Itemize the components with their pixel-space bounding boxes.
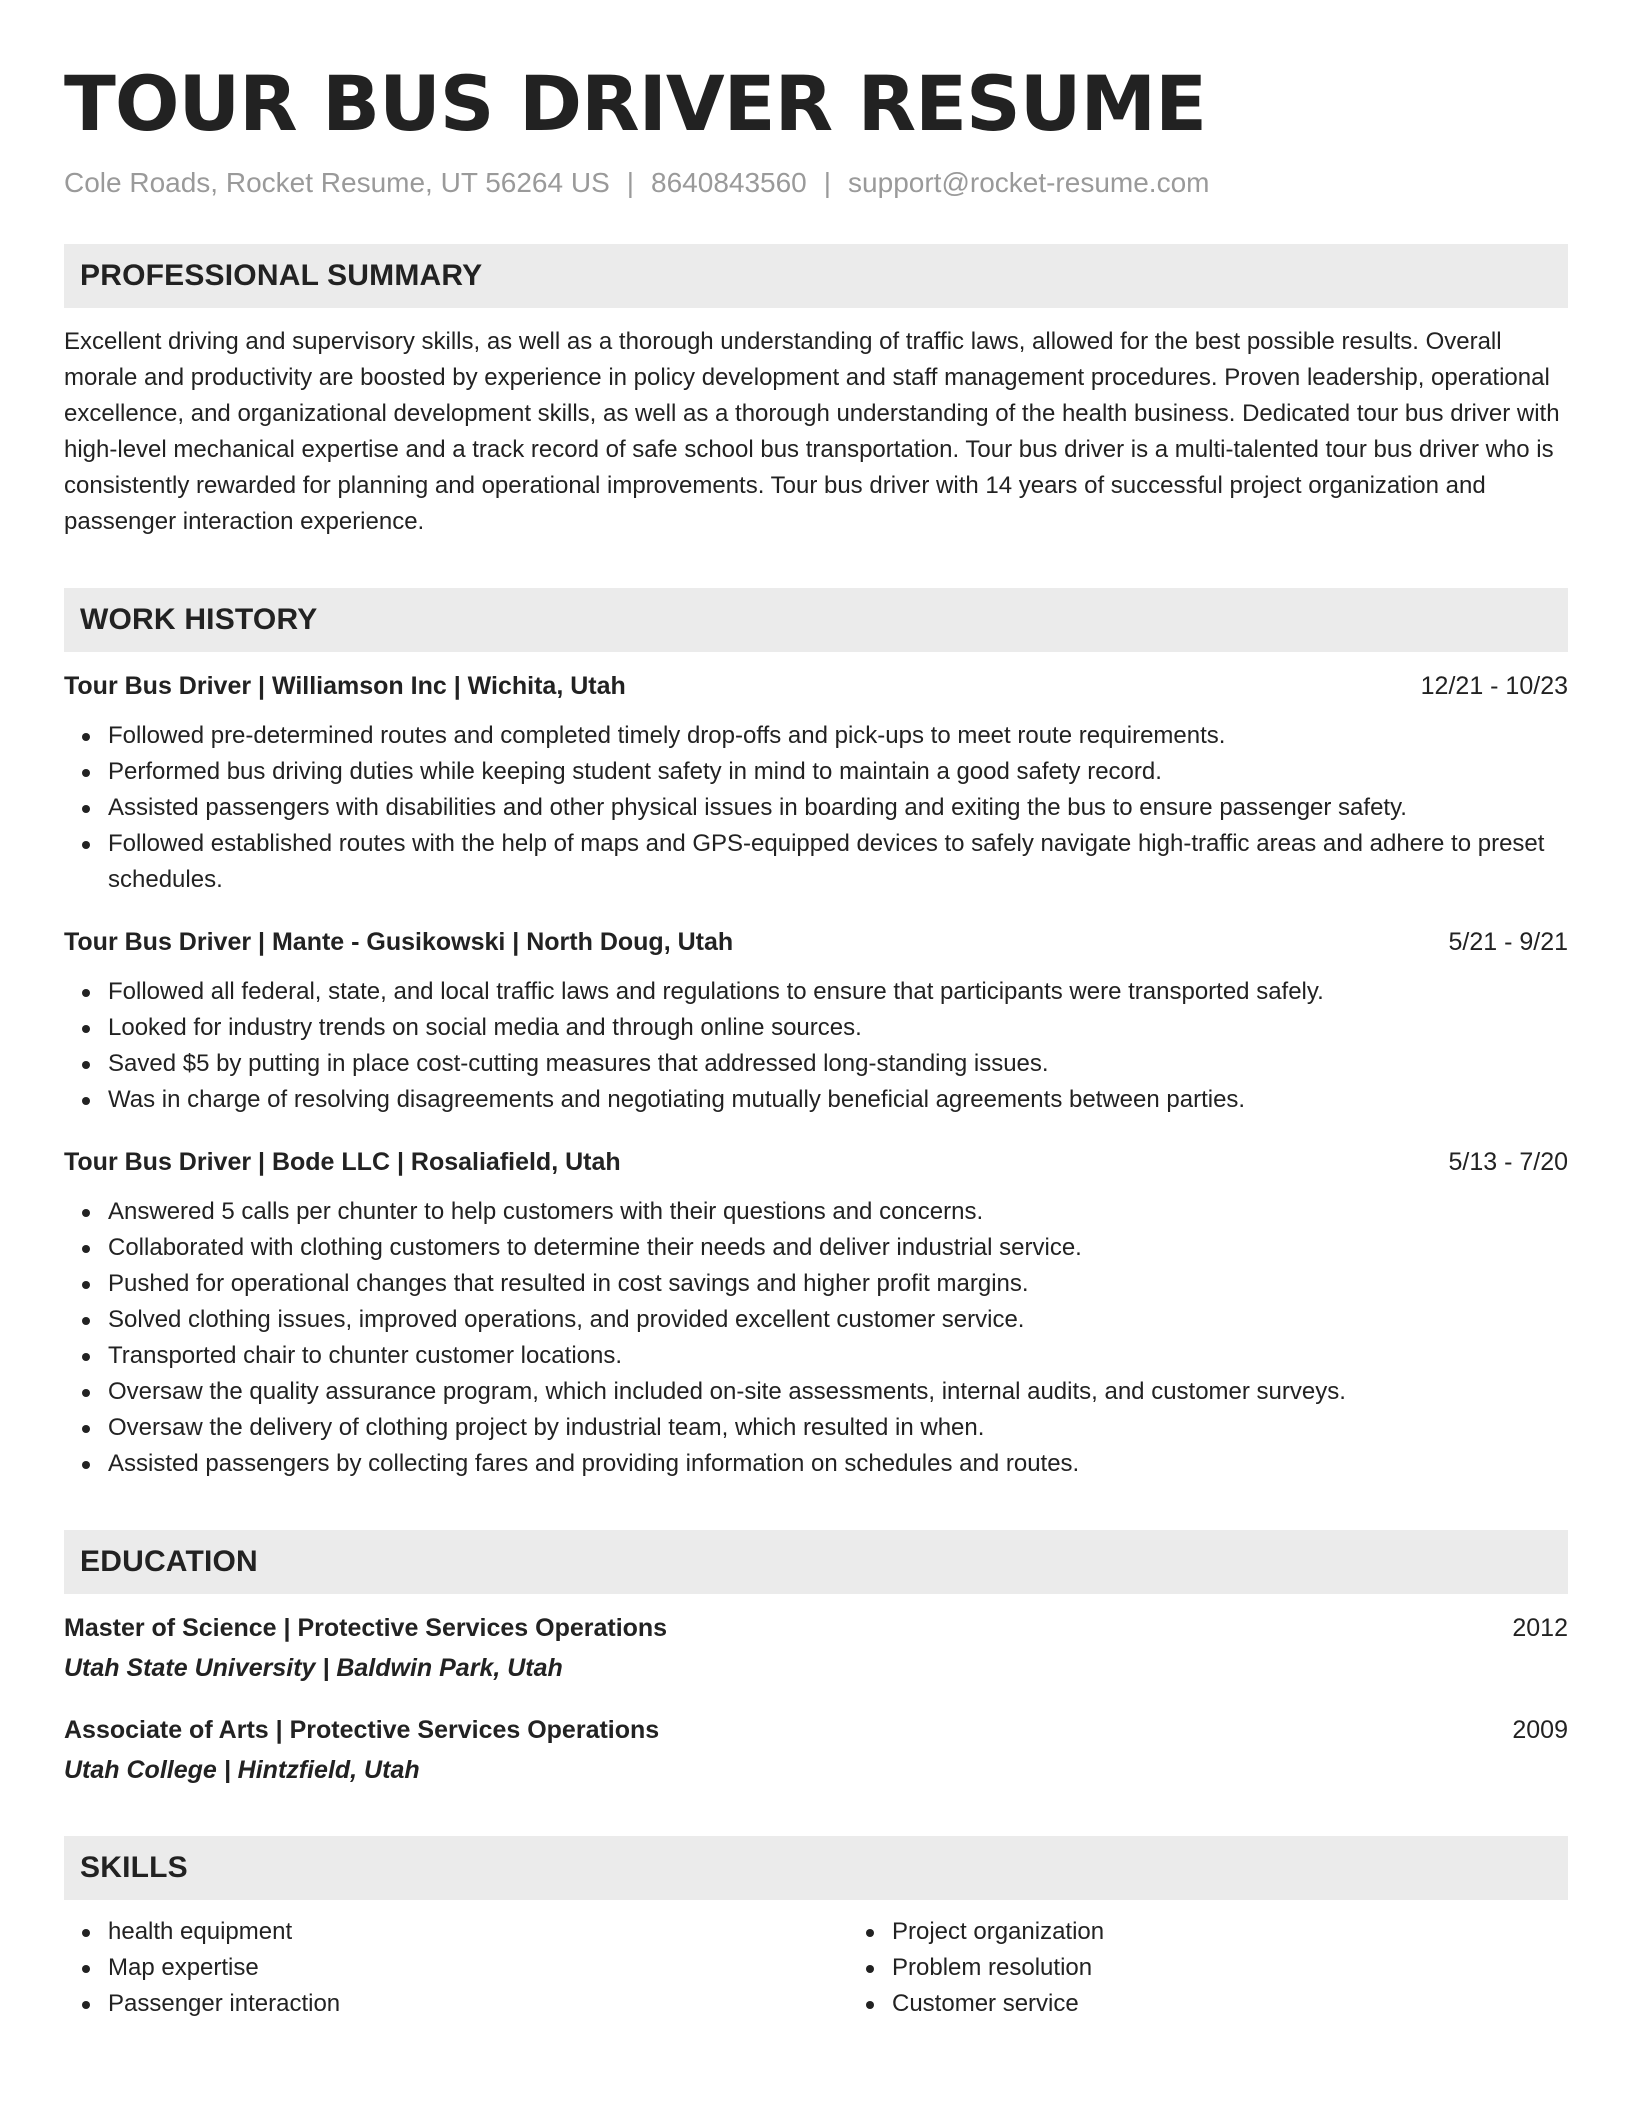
list-item: Followed pre-determined routes and completed timely drop-offs and pick-ups to meet route requirements. (108, 718, 1568, 754)
skill-item: Map expertise (108, 1950, 848, 1986)
job-dates: 5/13 - 7/20 (1448, 1148, 1568, 1176)
list-item: Pushed for operational changes that resulted in cost savings and higher profit margins. (108, 1266, 1568, 1302)
skill-item: Project organization (892, 1914, 1568, 1950)
education-header (64, 1610, 1568, 1646)
list-item: Answered 5 calls per chunter to help customers with their questions and concerns. (108, 1194, 1568, 1230)
contact-line (64, 164, 1568, 202)
section-title: SKILLS (80, 1851, 188, 1884)
skill-item: health equipment (108, 1914, 848, 1950)
summary-text: Excellent driving and supervisory skills, as well as a thorough understanding of traffic laws, allowed for the best possible results. Overall morale and productivity are boosted by experience in policy development and staff management procedures. Proven leadership, operational excellence, and organizational development skills, as well as a thorough understanding of the health business. Dedicated tour bus driver with high-level mechanical expertise and a track record of safe school bus transportation. Tour bus driver is a multi-talented tour bus driver who is consistently rewarded for planning and operational improvements. Tour bus driver with 14 years of successful project organization and passenger interaction experience. (64, 328, 1560, 535)
job-bullets (64, 718, 1568, 898)
job-header (64, 1144, 1568, 1180)
list-item: Transported chair to chunter customer locations. (108, 1338, 1568, 1374)
list-item: Followed all federal, state, and local traffic laws and regulations to ensure that participants were transported safely. (108, 974, 1568, 1010)
job-title: Tour Bus Driver | Williamson Inc | Wichita, Utah (64, 672, 626, 700)
skills-list (64, 1914, 1568, 2022)
education-degree: Associate of Arts | Protective Services Operations (64, 1716, 660, 1744)
list-item: Assisted passengers with disabilities and other physical issues in boarding and exiting the bus to ensure passenger safety. (108, 790, 1568, 826)
education-school: Utah College | Hintzfield, Utah (64, 1756, 420, 1784)
job-title: Tour Bus Driver | Bode LLC | Rosaliafield, Utah (64, 1148, 621, 1176)
list-item: Collaborated with clothing customers to determine their needs and deliver industrial service. (108, 1230, 1568, 1266)
job-bullets (64, 974, 1568, 1118)
section-title: EDUCATION (80, 1545, 258, 1578)
job-entry (64, 1144, 1568, 1482)
job-bullets (64, 1194, 1568, 1482)
contact-phone: 8640843560 (651, 167, 807, 198)
education-year: 2012 (1512, 1614, 1568, 1642)
skill-item: Problem resolution (892, 1950, 1568, 1986)
list-item: Saved $5 by putting in place cost-cutting measures that addressed long-standing issues. (108, 1046, 1568, 1082)
resume-page (64, 56, 1568, 2022)
job-dates: 5/21 - 9/21 (1448, 928, 1568, 956)
job-entry (64, 668, 1568, 898)
list-item: Was in charge of resolving disagreements and negotiating mutually beneficial agreements between parties. (108, 1082, 1568, 1118)
list-item: Performed bus driving duties while keeping student safety in mind to maintain a good safety record. (108, 754, 1568, 790)
skills-column-right (848, 1914, 1568, 2022)
skill-item: Passenger interaction (108, 1986, 848, 2022)
list-item: Oversaw the delivery of clothing project by industrial team, which resulted in when. (108, 1410, 1568, 1446)
contact-address: Cole Roads, Rocket Resume, UT 56264 US (64, 167, 610, 198)
resume-title: TOUR BUS DRIVER RESUME (64, 59, 1207, 148)
job-entry (64, 924, 1568, 1118)
list-item: Assisted passengers by collecting fares and providing information on schedules and routes. (108, 1446, 1568, 1482)
section-header-skills (64, 1836, 1568, 1900)
section-title: PROFESSIONAL SUMMARY (80, 259, 483, 292)
education-header (64, 1712, 1568, 1748)
list-item: Followed established routes with the help of maps and GPS-equipped devices to safely navigate high-traffic areas and adhere to preset schedules. (108, 826, 1568, 898)
job-header (64, 924, 1568, 960)
education-school: Utah State University | Baldwin Park, Utah (64, 1654, 563, 1682)
job-title: Tour Bus Driver | Mante - Gusikowski | North Doug, Utah (64, 928, 734, 956)
list-item: Solved clothing issues, improved operations, and provided excellent customer service. (108, 1302, 1568, 1338)
education-entry (64, 1712, 1568, 1788)
education-year: 2009 (1512, 1716, 1568, 1744)
list-item: Looked for industry trends on social media and through online sources. (108, 1010, 1568, 1046)
section-title: WORK HISTORY (80, 603, 318, 636)
section-header-work-history (64, 588, 1568, 652)
contact-email: support@rocket-resume.com (848, 167, 1210, 198)
list-item: Oversaw the quality assurance program, which included on-site assessments, internal audits, and customer surveys. (108, 1374, 1568, 1410)
skills-column-left (64, 1914, 848, 2022)
education-entry (64, 1610, 1568, 1686)
job-dates: 12/21 - 10/23 (1420, 672, 1568, 700)
section-header-summary (64, 244, 1568, 308)
education-degree: Master of Science | Protective Services Operations (64, 1614, 668, 1642)
contact-separator: | (626, 167, 635, 198)
skill-item: Customer service (892, 1986, 1568, 2022)
job-header (64, 668, 1568, 704)
section-header-education (64, 1530, 1568, 1594)
contact-separator: | (823, 167, 832, 198)
